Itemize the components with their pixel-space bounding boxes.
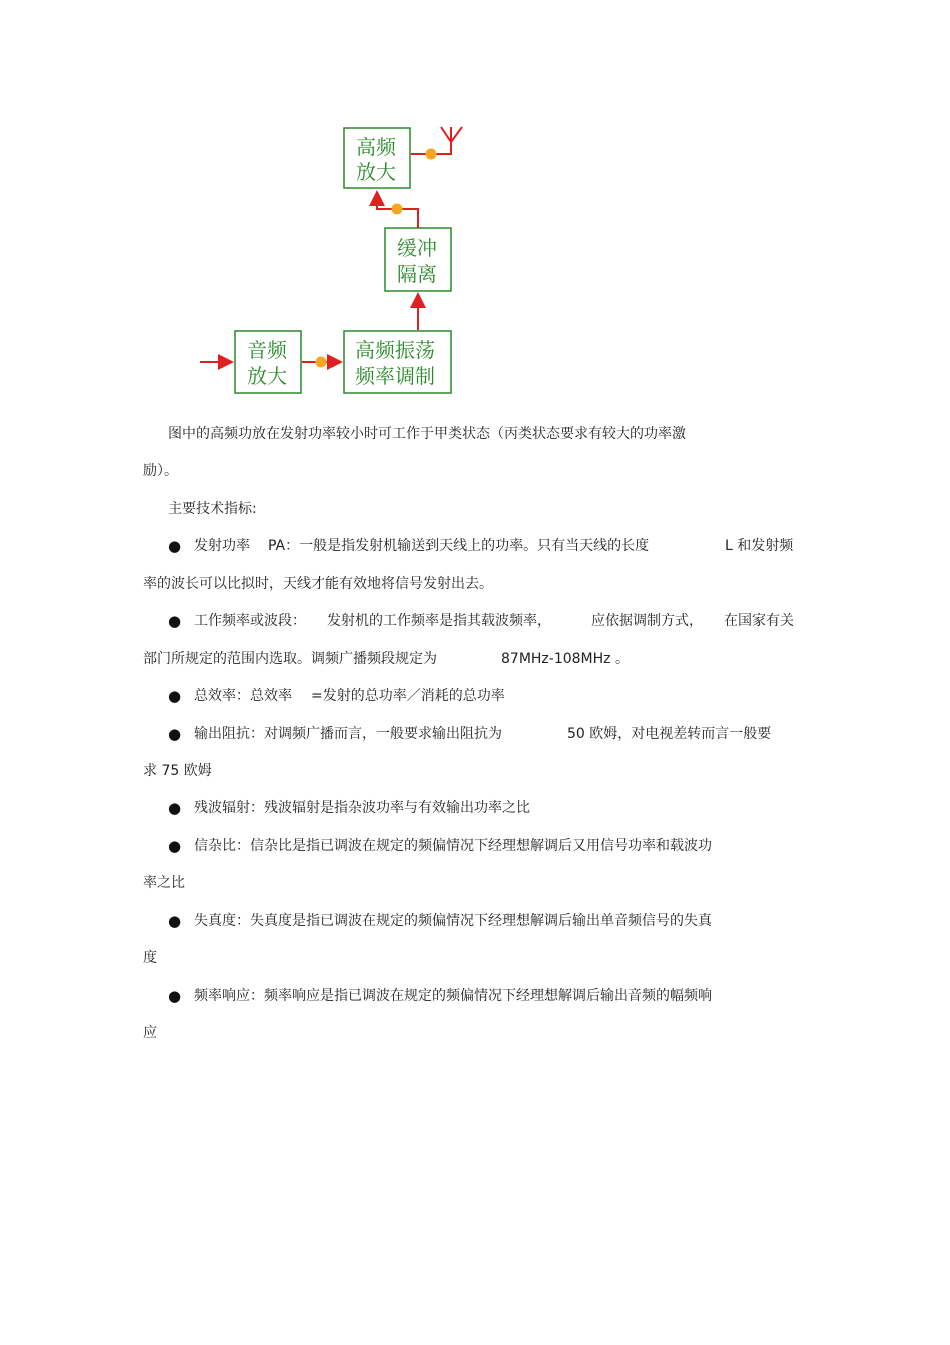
bullet-icon: ● (168, 612, 182, 630)
rf-amp-block (344, 128, 410, 188)
bullet-icon: ● (168, 725, 182, 743)
list-item-text: 度 (143, 950, 157, 966)
bullet-icon: ● (168, 912, 182, 930)
list-item-text: 率的波长可以比拟时，天线才能有效地将信号发射出去。 (143, 576, 493, 592)
buffer-block (385, 228, 451, 291)
list-item-text: 发射机的工作频率是指其载波频率， (327, 613, 551, 629)
junction-dot-icon (426, 149, 437, 160)
heading-text: 主要技术指标: (168, 501, 257, 517)
rf-amp-label-2: 放大 (356, 160, 396, 184)
audio-amp-label-1: 音频 (247, 338, 287, 362)
bullet-icon: ● (168, 537, 182, 555)
osc-mod-block (344, 331, 451, 393)
audio-amp-label-2: 放大 (247, 364, 287, 388)
list-item-text: 信杂比：信杂比是指已调波在规定的频偏情况下经理想解调后又用信号功率和载波功 (194, 838, 712, 854)
list-item-text: 部门所规定的范围内选取。调频广播频段规定为 (143, 651, 437, 667)
junction-dot-icon (316, 357, 327, 368)
junction-dot-icon (392, 204, 403, 215)
list-item-text: 在国家有关 (724, 613, 794, 629)
list-item-text: 求 75 欧姆 (143, 763, 212, 779)
list-item-text: 应 (143, 1025, 157, 1041)
bullet-icon: ● (168, 687, 182, 705)
antenna-icon (441, 127, 462, 142)
list-item-text: 总效率：总效率 (194, 688, 292, 704)
list-item-text: 输出阻抗：对调频广播而言，一般要求输出阻抗为 (194, 726, 502, 742)
list-item-text: 工作频率或波段： (194, 613, 306, 629)
list-item-text: 失真度：失真度是指已调波在规定的频偏情况下经理想解调后输出单音频信号的失真 (194, 913, 712, 929)
buffer-label-1: 缓冲 (397, 236, 437, 260)
buffer-label-2: 隔离 (397, 262, 437, 286)
transmitter-block-diagram (0, 0, 950, 410)
list-item-text: 率之比 (143, 875, 185, 891)
list-item-text: 发射功率 (194, 538, 250, 554)
bullet-icon: ● (168, 799, 182, 817)
list-item-text: =发射的总功率／消耗的总功率 (311, 688, 505, 704)
osc-mod-label-1: 高频振荡 (355, 338, 435, 362)
list-item-text: 频率响应：频率响应是指已调波在规定的频偏情况下经理想解调后输出音频的幅频响 (194, 988, 712, 1004)
list-item-text: L 和发射频 (725, 538, 794, 554)
rf-amp-label-1: 高频 (356, 135, 396, 159)
paragraph-text: 励）。 (143, 463, 178, 479)
list-item-text: 残波辐射：残波辐射是指杂波功率与有效输出功率之比 (194, 800, 530, 816)
paragraph-text: 图中的高频功放在发射功率较小时可工作于甲类状态（丙类状态要求有较大的功率激 (168, 426, 686, 442)
list-item-text: PA：一般是指发射机输送到天线上的功率。只有当天线的长度 (268, 538, 650, 554)
bullet-icon: ● (168, 987, 182, 1005)
osc-mod-label-2: 频率调制 (355, 364, 435, 388)
audio-amp-block (235, 331, 301, 393)
bullet-icon: ● (168, 837, 182, 855)
list-item-text: 50 欧姆，对电视差转而言一般要 (567, 726, 772, 742)
list-item-text: 87MHz-108MHz 。 (501, 651, 629, 667)
list-item-text: 应依据调制方式， (591, 613, 703, 629)
